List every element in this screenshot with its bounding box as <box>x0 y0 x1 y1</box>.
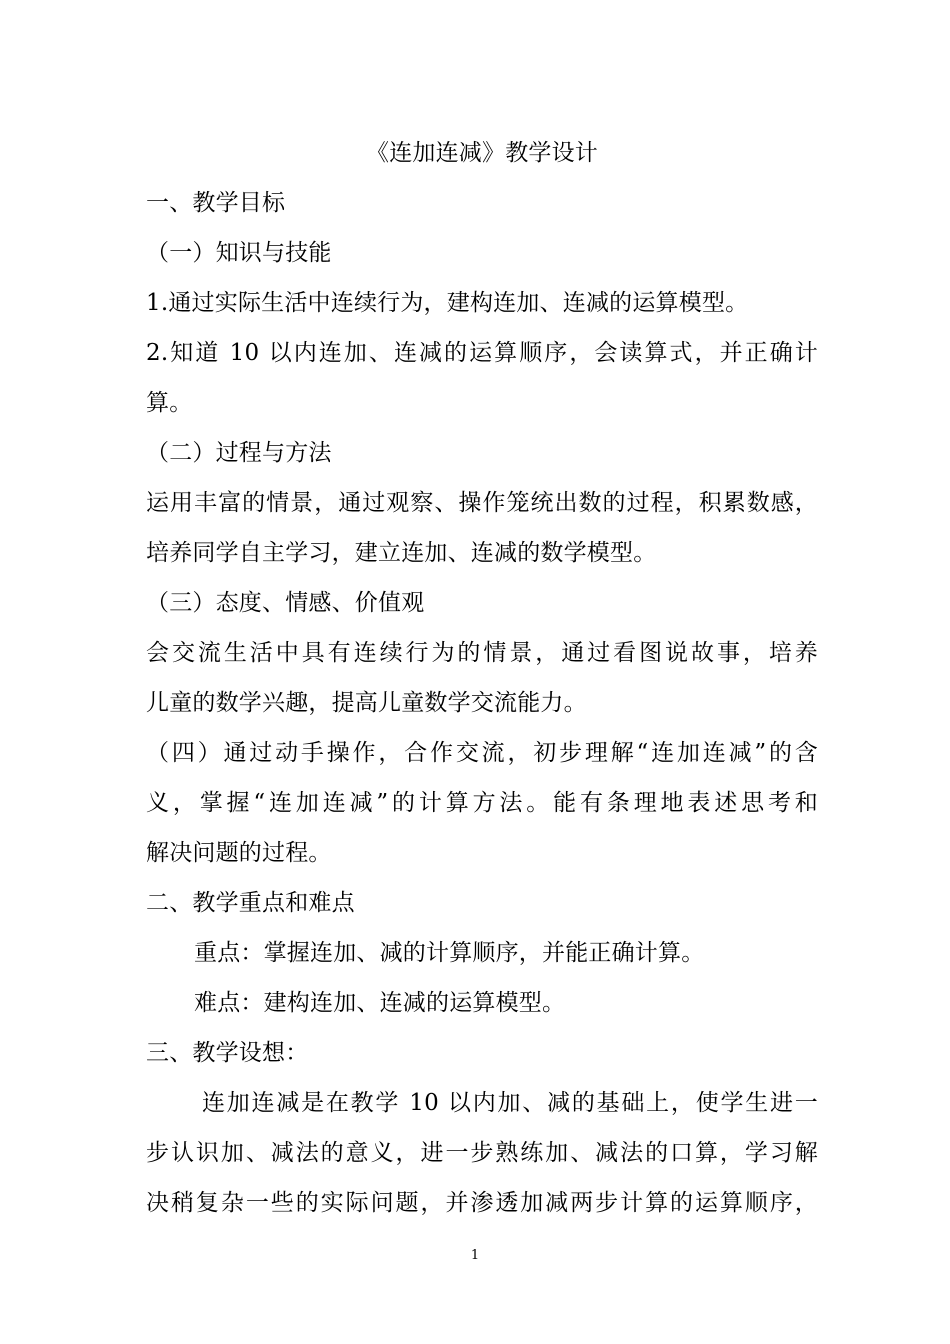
heading-teaching-idea: 三、教学设想： <box>146 1040 309 1066</box>
paragraph-four-line-3: 解决问题的过程。 <box>146 840 332 866</box>
goal-item-1: 1.通过实际生活中连续行为，建构连加、连减的运算模型。 <box>146 290 749 316</box>
difficult-point: 难点：建构连加、连减的运算模型。 <box>194 990 566 1016</box>
paragraph-idea-line-3: 决稍复杂一些的实际问题，并渗透加减两步计算的运算顺序， <box>146 1190 818 1216</box>
key-point: 重点：掌握连加、减的计算顺序，并能正确计算。 <box>194 940 705 966</box>
document-body <box>146 128 818 1228</box>
paragraph-attitude-line-1: 会交流生活中具有连续行为的情景，通过看图说故事，培养 <box>146 640 818 666</box>
paragraph-four-line-1: （四）通过动手操作，合作交流，初步理解“连加连减”的含 <box>146 740 818 766</box>
paragraph-process-line-2: 培养同学自主学习，建立连加、连减的数学模型。 <box>146 540 657 566</box>
heading-key-points: 二、教学重点和难点 <box>146 890 355 916</box>
paragraph-process-line-1: 运用丰富的情景，通过观察、操作笼统出数的过程，积累数感， <box>146 490 818 516</box>
page-number: 1 <box>470 1248 480 1263</box>
paragraph-four-line-2: 义，掌握“连加连减”的计算方法。能有条理地表述思考和 <box>146 790 818 816</box>
subheading-process-method: （二）过程与方法 <box>146 440 332 466</box>
paragraph-idea-line-2: 步认识加、减法的意义，进一步熟练加、减法的口算，学习解 <box>146 1140 818 1166</box>
goal-item-2: 2.知道 10 以内连加、连减的运算顺序，会读算式，并正确计 <box>146 340 818 366</box>
subheading-attitude-values: （三）态度、情感、价值观 <box>146 590 425 616</box>
paragraph-idea-line-1: 连加连减是在教学 10 以内加、减的基础上，使学生进一 <box>202 1090 818 1116</box>
subheading-knowledge-skills: （一）知识与技能 <box>146 240 332 266</box>
paragraph-attitude-line-2: 儿童的数学兴趣，提高儿童数学交流能力。 <box>146 690 587 716</box>
document-title: 《连加连减》教学设计 <box>366 140 598 166</box>
heading-teaching-goals: 一、教学目标 <box>146 190 286 216</box>
goal-item-2-continued: 算。 <box>146 390 193 416</box>
